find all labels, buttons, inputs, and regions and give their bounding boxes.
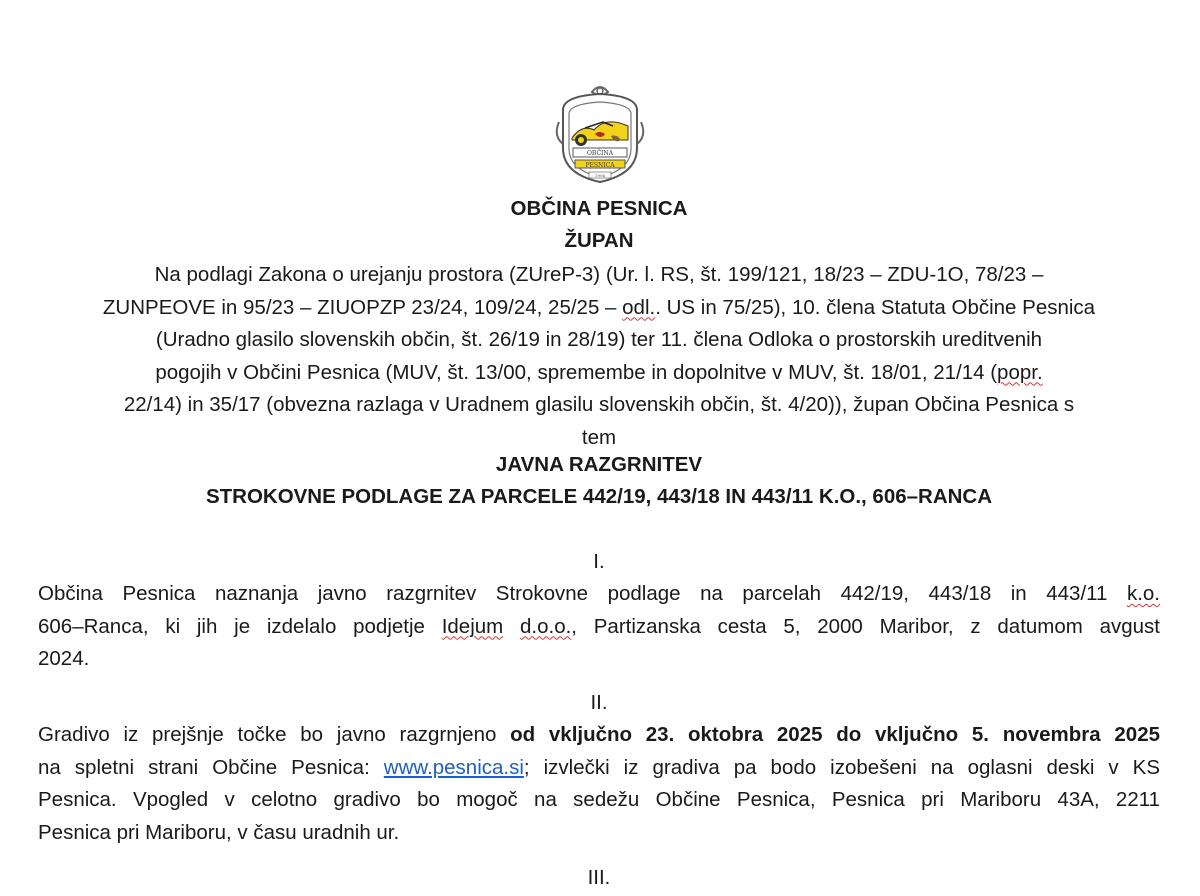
spellcheck-word[interactable]: Idejum xyxy=(441,614,504,638)
section-text: na spletni strani Občine Pesnica: xyxy=(38,755,384,779)
section-text: ; izvlečki iz gradiva pa bodo izobešeni na oglasni deski v KS xyxy=(523,755,1160,779)
section-number-2: II. xyxy=(590,691,608,714)
section-1-paragraph xyxy=(38,578,1160,676)
section-2-line-4: Pesnica pri Mariboru, v času uradnih ur. xyxy=(38,820,400,844)
spellcheck-word[interactable]: k.o. xyxy=(1126,582,1160,605)
municipality-coat-of-arms-icon xyxy=(545,82,655,190)
preamble-line-5: 22/14) in 35/17 (obvezna razlaga v Uradnem glasilu slovenskih občin, št. 4/20)), župan Občina Pesnica s xyxy=(123,393,1075,416)
role-title: ŽUPAN xyxy=(564,229,634,252)
section-1-line-3: 2024. xyxy=(38,647,90,670)
preamble-text: ZUNPEOVE in 95/23 – ZIUOPZP 23/24, 109/24, 25/25 – xyxy=(102,295,623,319)
document-title: JAVNA RAZGRNITEV xyxy=(495,453,703,476)
section-text: Gradivo iz prejšnje točke bo javno razgrnjeno xyxy=(38,723,511,746)
section-2-line-2 xyxy=(38,752,1160,785)
section-1-line-1 xyxy=(38,578,1160,611)
svg-text:OBČINA: OBČINA xyxy=(587,150,613,157)
org-name: OBČINA PESNICA xyxy=(510,197,688,220)
document-subtitle: STROKOVNE PODLAGE ZA PARCELE 442/19, 443/18 IN 443/11 K.O., 606–RANCA xyxy=(205,485,993,508)
section-text: 606–Ranca, ki jih je izdelalo podjetje xyxy=(38,614,442,638)
preamble-line-1: Na podlagi Zakona o urejanju prostora (ZUreP-3) (Ur. l. RS, št. 199/121, 18/23 – ZDU-1O, 78/23 – xyxy=(154,263,1044,286)
section-number-1: I. xyxy=(593,550,605,573)
preamble-line-4 xyxy=(38,357,1160,390)
spellcheck-word[interactable]: odl. xyxy=(622,295,656,319)
section-number-3: III. xyxy=(587,866,611,889)
preamble-line-3: (Uradno glasilo slovenskih občin, št. 26/19 in 28/19) ter 11. člena Odloka o prostorskih ureditvenih xyxy=(155,328,1043,351)
svg-text:PESNICA: PESNICA xyxy=(585,162,615,169)
display-period: od vključno 23. oktobra 2025 do vključno 5. novembra 2025 xyxy=(510,723,1161,746)
preamble-text: pogojih v Občini Pesnica (MUV, št. 13/00, spremembe in dopolnitve v MUV, št. 18/01, 21/14 ( xyxy=(155,360,998,384)
preamble-text: . US in 75/25), 10. člena Statuta Občine Pesnica xyxy=(655,295,1096,319)
section-text: Občina Pesnica naznanja javno razgrnitev Strokovne podlage na parcelah 442/19, 443/18 in 443/11 xyxy=(38,582,1127,605)
svg-text:1994: 1994 xyxy=(594,173,606,178)
section-1-line-2 xyxy=(38,611,1160,644)
spellcheck-word[interactable]: popr. xyxy=(997,360,1043,384)
section-2-line-1 xyxy=(38,719,1160,752)
preamble-paragraph xyxy=(38,259,1160,454)
website-link[interactable]: www.pesnica.si xyxy=(383,755,524,779)
section-text: , Partizanska cesta 5, 2000 Maribor, z datumom avgust xyxy=(571,614,1160,638)
section-2-paragraph xyxy=(38,719,1160,849)
preamble-line-2 xyxy=(38,292,1160,325)
section-2-line-3: Pesnica. Vpogled v celotno gradivo bo mogoč na sedežu Občine Pesnica, Pesnica pri Mariboru 43A, 2211 xyxy=(38,788,1160,811)
spellcheck-word[interactable]: d.o.o. xyxy=(520,614,572,638)
preamble-line-6: tem xyxy=(581,425,617,449)
